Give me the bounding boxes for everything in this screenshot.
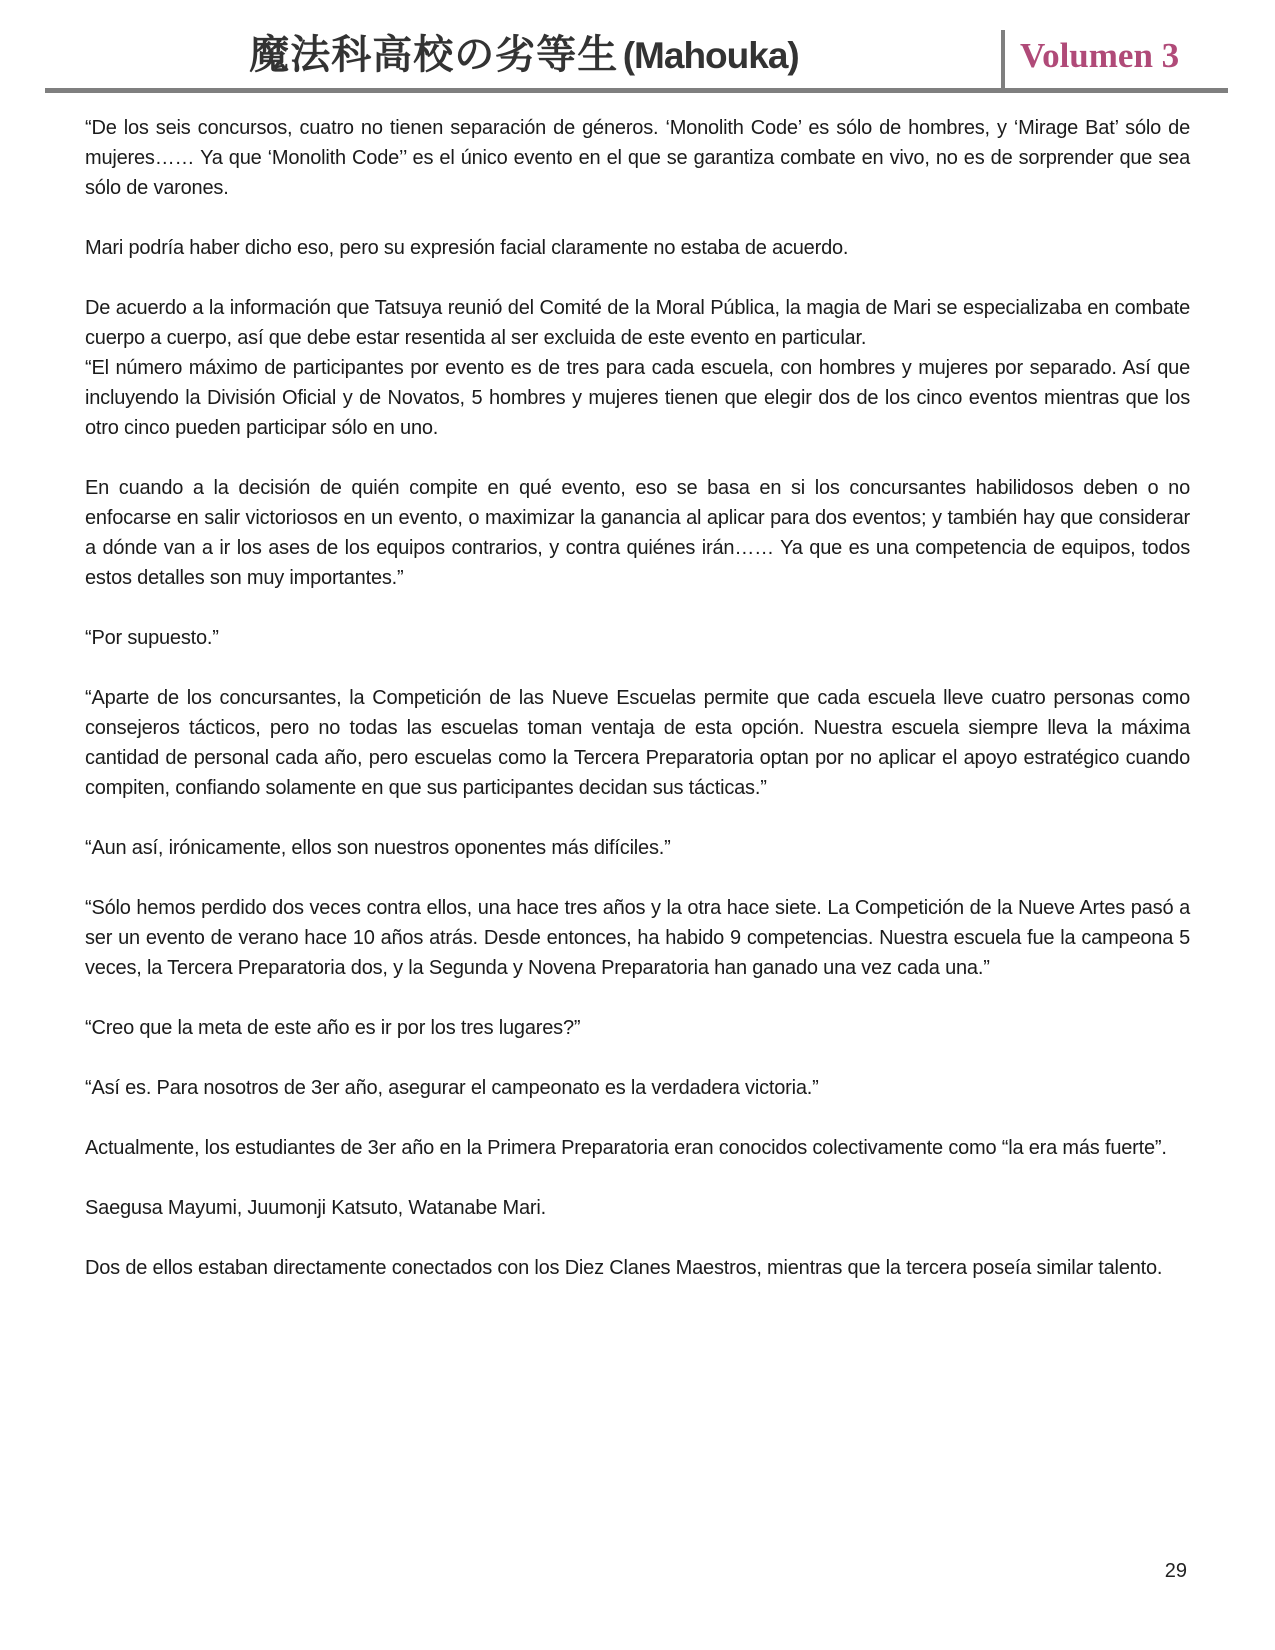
paragraph: “Por supuesto.” xyxy=(85,627,219,649)
document-title-japanese: 魔法科高校の劣等生 xyxy=(249,33,619,77)
paragraph: “Así es. Para nosotros de 3er año, asegurar el campeonato es la verdadera victoria.” xyxy=(85,1077,819,1099)
document-title-romanized: (Mahouka) xyxy=(622,35,799,76)
header-rule xyxy=(45,88,1228,93)
document-title xyxy=(45,24,1003,86)
paragraph: Actualmente, los estudiantes de 3er año en la Primera Preparatoria eran conocidos colectivamente como “la era más fuerte”. xyxy=(85,1137,1167,1159)
paragraph: En cuando a la decisión de quién compite en qué evento, eso se basa en si los concursantes habilidosos deben o no enfocarse en salir victoriosos en un evento, o maximizar la ganancia al aplicar para dos eventos; y también hay que considerar a dónde van a ir los ases de los equipos contrarios, y contra quiénes irán…… Ya que es una competencia de equipos, todos estos detalles son muy importantes.” xyxy=(85,477,1190,589)
paragraph: Dos de ellos estaban directamente conectados con los Diez Clanes Maestros, mientras que la tercera poseía similar talento. xyxy=(85,1257,1163,1279)
paragraph: De acuerdo a la información que Tatsuya reunió del Comité de la Moral Pública, la magia de Mari se especializaba en combate cuerpo a cuerpo, así que debe estar resentida al ser excluida de este evento en particular. xyxy=(85,297,1190,349)
paragraph: “Aparte de los concursantes, la Competición de las Nueve Escuelas permite que cada escuela lleve cuatro personas como consejeros tácticos, pero no todas las escuelas toman ventaja de esta opción. Nuestra escuela siempre lleva la máxima cantidad de personal cada año, pero escuelas como la Tercera Preparatoria optan por no aplicar el apoyo estratégico cuando compiten, confiando solamente en que sus participantes decidan sus tácticas.” xyxy=(85,687,1190,799)
paragraph: “Aun así, irónicamente, ellos son nuestros oponentes más difíciles.” xyxy=(85,837,671,859)
body-text xyxy=(85,113,1190,1283)
paragraph: Saegusa Mayumi, Juumonji Katsuto, Watanabe Mari. xyxy=(85,1197,546,1219)
paragraph: “El número máximo de participantes por evento es de tres para cada escuela, con hombres y mujeres por separado. Así que incluyendo la División Oficial y de Novatos, 5 hombres y mujeres tienen que elegir dos de los cinco eventos mientras que los otro cinco pueden participar sólo en uno. xyxy=(85,357,1190,439)
paragraph: “De los seis concursos, cuatro no tienen separación de géneros. ‘Monolith Code’ es sólo de hombres, y ‘Mirage Bat’ sólo de mujeres…… Ya que ‘Monolith Code’’ es el único evento en el que se garantiza combate en vivo, no es de sorprender que sea sólo de varones. xyxy=(85,117,1190,199)
header-vertical-divider xyxy=(1001,30,1005,92)
page-number: 29 xyxy=(1164,1560,1187,1582)
paragraph: Mari podría haber dicho eso, pero su expresión facial claramente no estaba de acuerdo. xyxy=(85,237,849,259)
paragraph: “Sólo hemos perdido dos veces contra ellos, una hace tres años y la otra hace siete. La Competición de la Nueve Artes pasó a ser un evento de verano hace 10 años atrás. Desde entonces, ha habido 9 competencias. Nuestra escuela fue la campeona 5 veces, la Tercera Preparatoria dos, y la Segunda y Novena Preparatoria han ganado una vez cada una.” xyxy=(85,897,1190,979)
paragraph: “Creo que la meta de este año es ir por los tres lugares?” xyxy=(85,1017,581,1039)
volume-label: Volumen 3 xyxy=(1020,36,1180,75)
